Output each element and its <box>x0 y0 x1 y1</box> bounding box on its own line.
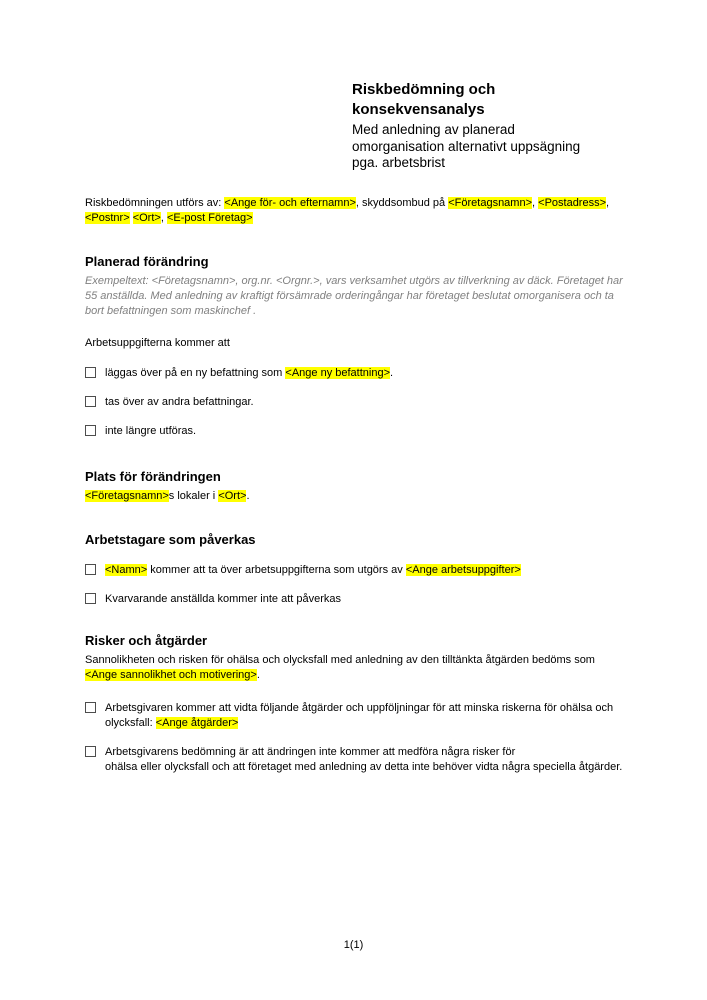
placeholder-highlight: <Företagsnamn> <box>448 196 533 209</box>
checkbox-namn-tar-over[interactable] <box>85 564 96 575</box>
document-subtitle: Med anledning av planerad omorganisation alternativt uppsägning pga. arbetsbrist <box>352 122 581 170</box>
page-number: 1(1) <box>343 939 364 951</box>
checkbox-row-ny-befattning <box>85 366 625 381</box>
placeholder-highlight: <E-post Företag> <box>166 211 253 224</box>
placeholder-highlight: <Ort> <box>132 211 161 224</box>
section-arbetstagare-som-paverkas <box>85 532 625 607</box>
checkbox-ny-befattning[interactable] <box>85 367 96 378</box>
checkbox-label: <Namn> kommer att ta över arbetsuppgifterna som utgörs av <Ange arbetsuppgifter> <box>105 563 521 576</box>
checkbox-label: läggas över på en ny befattning som <Ange ny befattning>. <box>105 366 394 379</box>
checkbox-tas-over[interactable] <box>85 396 96 407</box>
risker-text: Sannolikheten och risken för ohälsa och olycksfall med anledning av den tilltänkta åtgärden bedöms som <Ange sannolikhet och motivering>. <box>85 653 595 681</box>
checkbox-label: tas över av andra befattningar. <box>105 395 254 408</box>
example-text: Exempeltext: <Företagsnamn>, org.nr. <Orgnr.>, vars verksamhet utgörs av tillverkning av däck. Företaget har 55 anställda. Med anledning av kraftigt försämrade orderingångar har företaget beslutat omorganisera och ta bort befattningen som maskinchef . <box>85 274 623 317</box>
placeholder-highlight: <Ort> <box>218 489 247 502</box>
checkbox-inte-utforas[interactable] <box>85 425 96 436</box>
placeholder-highlight: <Ange sannolikhet och motivering> <box>85 668 257 681</box>
section-risker-och-atgarder <box>85 633 625 775</box>
checkbox-atgarder[interactable] <box>85 702 96 713</box>
checkbox-label: inte längre utföras. <box>105 424 197 437</box>
checkbox-label: Arbetsgivaren kommer att vidta följande åtgärder och uppföljningar för att minska riskerna för ohälsa och olycksfall: <Ange åtgärder> <box>105 701 614 729</box>
checkbox-row-atgarder <box>85 701 625 731</box>
placeholder-highlight: <Postnr> <box>85 211 130 224</box>
section-heading-arbetstagare: Arbetstagare som påverkas <box>85 531 256 547</box>
plats-text: <Företagsnamn>s lokaler i <Ort>. <box>85 489 250 502</box>
lead-text: Arbetsuppgifterna kommer att <box>85 336 230 349</box>
intro-paragraph: Riskbedömningen utförs av: <Ange för- och efternamn>, skyddsombud på <Företagsnamn>, <Postadress>, <Postnr> <Ort>, <E-post Företag> <box>85 196 610 224</box>
placeholder-highlight: <Företagsnamn> <box>85 489 169 502</box>
document-title: Riskbedömning och konsekvensanalys <box>352 81 496 118</box>
placeholder-highlight: <Namn> <box>105 563 148 576</box>
section-heading-planerad-forandring: Planerad förändring <box>85 253 209 269</box>
checkbox-row-ingen-risk <box>85 745 625 775</box>
section-planerad-forandring <box>85 254 625 439</box>
placeholder-highlight: <Postadress> <box>538 196 607 209</box>
checkbox-ingen-risk[interactable] <box>85 746 96 757</box>
checkbox-row-namn-tar-over <box>85 563 625 578</box>
checkbox-row-inte-utforas <box>85 424 625 439</box>
section-plats-for-forandringen <box>85 469 625 504</box>
section-heading-plats: Plats för förändringen <box>85 468 221 484</box>
placeholder-highlight: <Ange åtgärder> <box>155 716 239 729</box>
checkbox-label: Arbetsgivarens bedömning är att ändringen inte kommer att medföra några risker för ohälsa eller olycksfall och att företaget med anledning av detta inte behöver vidta några speciella åtgärder. <box>105 745 623 773</box>
placeholder-highlight: <Ange för- och efternamn> <box>224 196 356 209</box>
checkbox-kvarvarande[interactable] <box>85 593 96 604</box>
placeholder-highlight: <Ange ny befattning> <box>285 366 390 379</box>
placeholder-highlight: <Ange arbetsuppgifter> <box>405 563 521 576</box>
checkbox-row-tas-over <box>85 395 625 410</box>
checkbox-label: Kvarvarande anställda kommer inte att påverkas <box>105 592 342 605</box>
document-header <box>352 80 600 172</box>
section-heading-risker: Risker och åtgärder <box>85 632 208 648</box>
checkbox-row-kvarvarande <box>85 592 625 607</box>
